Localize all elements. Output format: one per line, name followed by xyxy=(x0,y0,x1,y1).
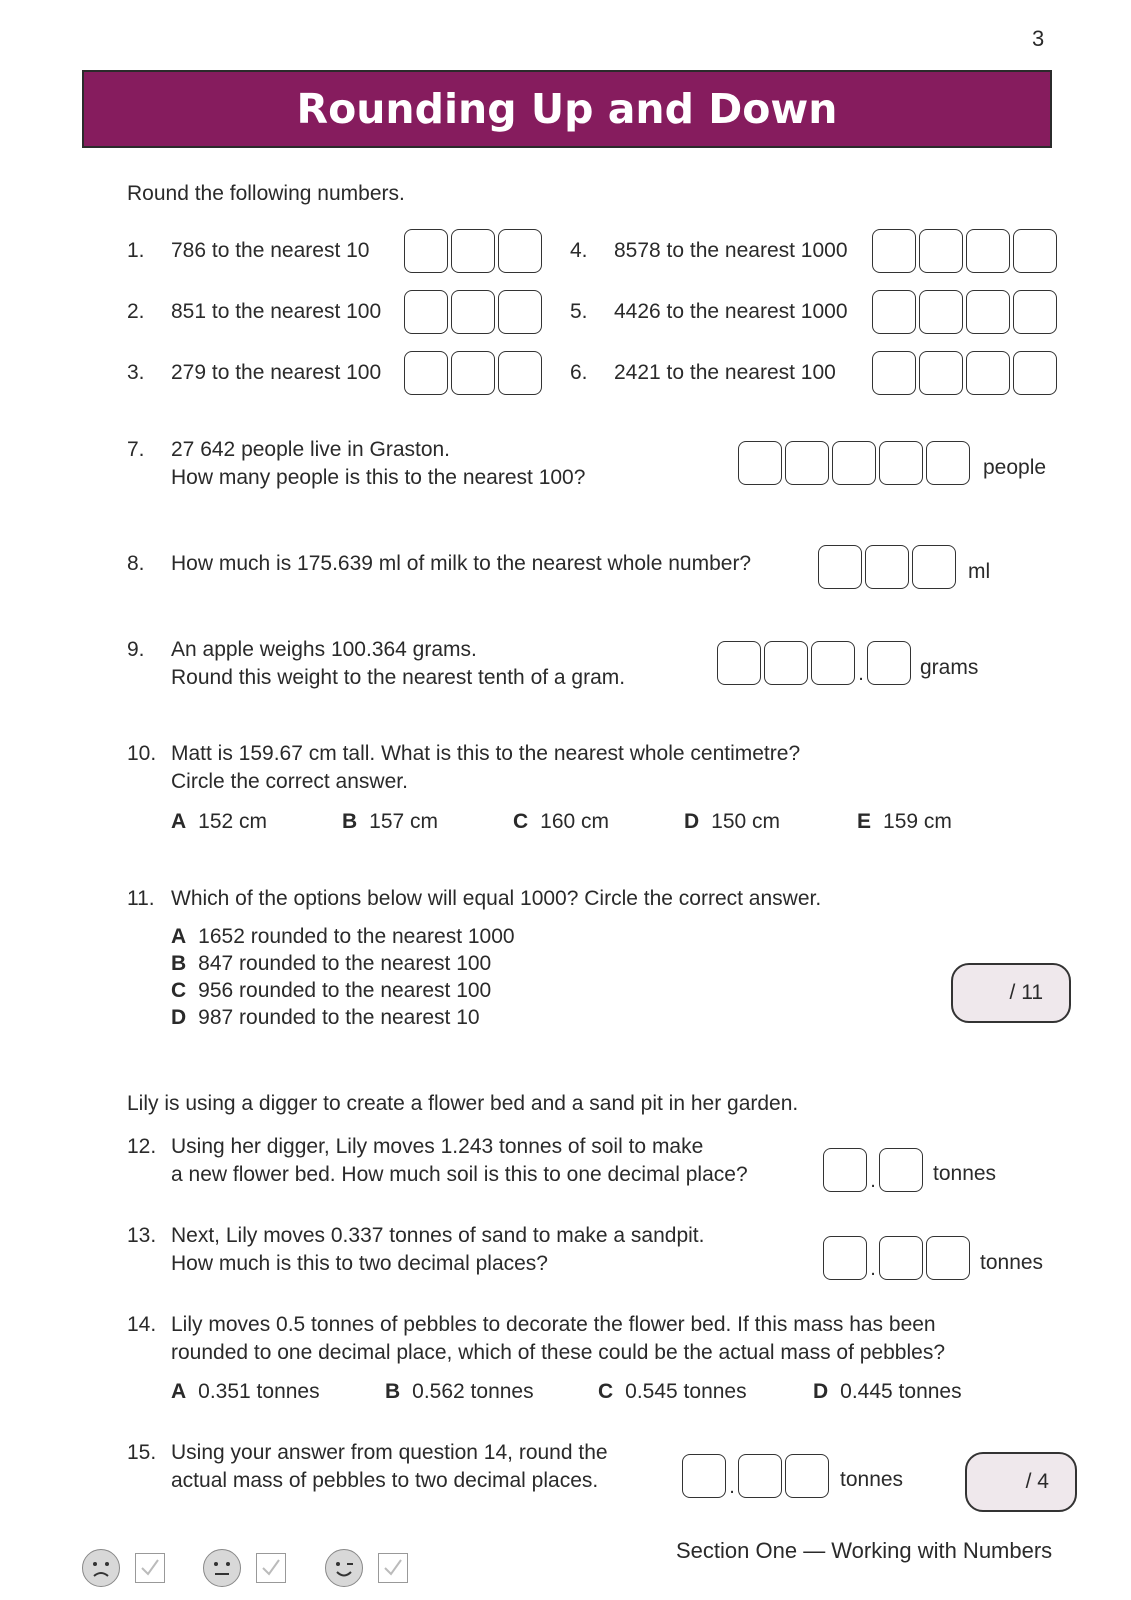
instructions: Round the following numbers. xyxy=(127,182,405,205)
answer-boxes-q2[interactable] xyxy=(404,290,545,334)
question-text: How many people is this to the nearest 100? xyxy=(171,466,586,489)
option-letter: D xyxy=(813,1380,829,1403)
digit-box[interactable] xyxy=(811,641,855,685)
question-number: 14. xyxy=(127,1313,157,1336)
option-text: 160 cm xyxy=(540,810,610,833)
option-text: 0.351 tonnes xyxy=(198,1380,320,1403)
question-text: 4426 to the nearest 1000 xyxy=(614,300,848,323)
question-text: Using her digger, Lily moves 1.243 tonnes of soil to make xyxy=(171,1135,704,1158)
question-text: Using your answer from question 14, round the xyxy=(171,1441,608,1464)
question-number: 7. xyxy=(127,438,145,461)
neutral-face-icon[interactable] xyxy=(203,1549,241,1587)
decimal-point: . xyxy=(729,1476,735,1498)
question-text: actual mass of pebbles to two decimal places. xyxy=(171,1469,599,1492)
digit-box[interactable] xyxy=(738,441,782,485)
question-number: 10. xyxy=(127,742,157,765)
decimal-point: . xyxy=(870,1170,876,1192)
unit-label: tonnes xyxy=(840,1468,904,1491)
unit-label: ml xyxy=(968,560,991,583)
decimal-point: . xyxy=(858,663,864,685)
digit-box[interactable] xyxy=(818,545,862,589)
option-text: 0.445 tonnes xyxy=(840,1380,962,1403)
digit-box[interactable] xyxy=(926,1236,970,1280)
happy-face-icon[interactable] xyxy=(325,1549,363,1587)
unit-label: tonnes xyxy=(980,1251,1044,1274)
option-c[interactable] xyxy=(171,977,491,1005)
question-text: 786 to the nearest 10 xyxy=(171,239,370,262)
question-number: 6. xyxy=(570,361,588,384)
digit-box[interactable] xyxy=(404,290,448,334)
question-number: 11. xyxy=(127,887,155,910)
digit-box[interactable] xyxy=(872,351,916,395)
question-number: 12. xyxy=(127,1135,157,1158)
score-box xyxy=(965,1452,1077,1512)
digit-box[interactable] xyxy=(879,441,923,485)
digit-box[interactable] xyxy=(682,1454,726,1498)
option-text: 157 cm xyxy=(369,810,439,833)
option-letter: D xyxy=(684,810,700,833)
digit-box[interactable] xyxy=(919,351,963,395)
digit-box[interactable] xyxy=(879,1236,923,1280)
answer-boxes-q4[interactable] xyxy=(872,229,1060,273)
digit-box[interactable] xyxy=(785,1454,829,1498)
digit-box[interactable] xyxy=(498,290,542,334)
option-d[interactable] xyxy=(684,808,780,836)
score-box xyxy=(951,963,1071,1023)
answer-boxes-q1[interactable] xyxy=(404,229,545,273)
question-text: 27 642 people live in Graston. xyxy=(171,438,451,461)
question-text: Next, Lily moves 0.337 tonnes of sand to make a sandpit. xyxy=(171,1224,705,1247)
unit-label: grams xyxy=(920,656,979,679)
digit-box[interactable] xyxy=(785,441,829,485)
footer-section-label: Section One — Working with Numbers xyxy=(676,1538,1053,1563)
page-number: 3 xyxy=(1032,26,1045,51)
option-c[interactable] xyxy=(513,808,609,836)
option-letter: B xyxy=(342,810,358,833)
digit-box[interactable] xyxy=(872,229,916,273)
option-text: 847 rounded to the nearest 100 xyxy=(198,952,492,975)
option-d[interactable] xyxy=(171,1004,480,1032)
digit-box[interactable] xyxy=(872,290,916,334)
question-number: 1. xyxy=(127,239,145,262)
question-number: 8. xyxy=(127,552,145,575)
score-label: / 4 xyxy=(1025,1470,1049,1493)
answer-boxes-q8[interactable] xyxy=(818,545,959,589)
answer-boxes-q5[interactable] xyxy=(872,290,1060,334)
digit-box[interactable] xyxy=(823,1148,867,1192)
question-text: 2421 to the nearest 100 xyxy=(614,361,836,384)
digit-box[interactable] xyxy=(926,441,970,485)
digit-box[interactable] xyxy=(451,290,495,334)
option-letter: A xyxy=(171,925,187,948)
option-text: 0.545 tonnes xyxy=(625,1380,747,1403)
unit-label: people xyxy=(983,456,1047,479)
answer-boxes-q9[interactable] xyxy=(717,641,914,685)
option-text: 1652 rounded to the nearest 1000 xyxy=(198,925,515,948)
question-text: 279 to the nearest 100 xyxy=(171,361,382,384)
question-number: 9. xyxy=(127,638,145,661)
option-letter: C xyxy=(598,1380,614,1403)
option-text: 956 rounded to the nearest 100 xyxy=(198,979,492,1002)
digit-box[interactable] xyxy=(738,1454,782,1498)
option-text: 987 rounded to the nearest 10 xyxy=(198,1006,480,1029)
digit-box[interactable] xyxy=(966,229,1010,273)
option-b[interactable] xyxy=(385,1378,534,1406)
digit-box[interactable] xyxy=(865,545,909,589)
answer-boxes-q7[interactable] xyxy=(738,441,973,485)
digit-box[interactable] xyxy=(717,641,761,685)
option-e[interactable] xyxy=(857,808,952,836)
option-text: 150 cm xyxy=(711,810,781,833)
option-letter: A xyxy=(171,810,187,833)
question-text: Matt is 159.67 cm tall. What is this to the nearest whole centimetre? xyxy=(171,742,801,765)
option-letter: C xyxy=(171,979,187,1002)
decimal-point: . xyxy=(870,1258,876,1280)
digit-box[interactable] xyxy=(823,1236,867,1280)
digit-box[interactable] xyxy=(498,351,542,395)
digit-box[interactable] xyxy=(764,641,808,685)
question-text: Lily moves 0.5 tonnes of pebbles to decorate the flower bed. If this mass has been xyxy=(171,1313,936,1336)
question-text: rounded to one decimal place, which of these could be the actual mass of pebbles? xyxy=(171,1341,945,1364)
title-bar xyxy=(82,70,1052,148)
checkbox[interactable] xyxy=(135,1553,165,1583)
digit-box[interactable] xyxy=(966,290,1010,334)
digit-box[interactable] xyxy=(867,641,911,685)
option-letter: A xyxy=(171,1380,187,1403)
question-number: 15. xyxy=(127,1441,157,1464)
option-letter: E xyxy=(857,810,872,833)
option-b[interactable] xyxy=(171,950,491,978)
answer-boxes-q13[interactable] xyxy=(823,1236,973,1280)
digit-box[interactable] xyxy=(919,229,963,273)
checkbox[interactable] xyxy=(256,1553,286,1583)
option-letter: B xyxy=(385,1380,401,1403)
question-number: 2. xyxy=(127,300,145,323)
digit-box[interactable] xyxy=(1013,290,1057,334)
digit-box[interactable] xyxy=(912,545,956,589)
digit-box[interactable] xyxy=(451,229,495,273)
question-number: 4. xyxy=(570,239,588,262)
digit-box[interactable] xyxy=(966,351,1010,395)
section-intro: Lily is using a digger to create a flower bed and a sand pit in her garden. xyxy=(127,1092,799,1115)
option-b[interactable] xyxy=(342,808,438,836)
sad-face-icon[interactable] xyxy=(82,1549,120,1587)
option-d[interactable] xyxy=(813,1378,962,1406)
unit-label: tonnes xyxy=(933,1162,997,1185)
answer-boxes-q6[interactable] xyxy=(872,351,1060,395)
question-number: 13. xyxy=(127,1224,157,1247)
question-text: How much is this to two decimal places? xyxy=(171,1252,548,1275)
option-text: 0.562 tonnes xyxy=(412,1380,534,1403)
question-text: 851 to the nearest 100 xyxy=(171,300,382,323)
answer-boxes-q15[interactable] xyxy=(682,1454,832,1498)
page-title: Rounding Up and Down xyxy=(296,85,838,133)
option-a[interactable] xyxy=(171,1378,320,1406)
question-number: 3. xyxy=(127,361,145,384)
question-text: Which of the options below will equal 1000? Circle the correct answer. xyxy=(171,887,822,910)
digit-box[interactable] xyxy=(1013,229,1057,273)
question-text: How much is 175.639 ml of milk to the nearest whole number? xyxy=(171,552,752,575)
digit-box[interactable] xyxy=(879,1148,923,1192)
question-number: 5. xyxy=(570,300,588,323)
question-text: An apple weighs 100.364 grams. xyxy=(171,638,477,661)
digit-box[interactable] xyxy=(832,441,876,485)
score-label: / 11 xyxy=(1009,981,1043,1004)
option-a[interactable] xyxy=(171,923,515,951)
question-text: a new flower bed. How much soil is this to one decimal place? xyxy=(171,1163,748,1186)
digit-box[interactable] xyxy=(919,290,963,334)
option-letter: D xyxy=(171,1006,187,1029)
digit-box[interactable] xyxy=(404,351,448,395)
question-text: Circle the correct answer. xyxy=(171,770,408,793)
checkbox[interactable] xyxy=(378,1553,408,1583)
option-letter: B xyxy=(171,952,187,975)
option-letter: C xyxy=(513,810,529,833)
digit-box[interactable] xyxy=(1013,351,1057,395)
answer-boxes-q3[interactable] xyxy=(404,351,545,395)
option-text: 152 cm xyxy=(198,810,268,833)
option-a[interactable] xyxy=(171,808,267,836)
digit-box[interactable] xyxy=(404,229,448,273)
option-text: 159 cm xyxy=(883,810,952,833)
digit-box[interactable] xyxy=(451,351,495,395)
question-text: 8578 to the nearest 1000 xyxy=(614,239,848,262)
option-c[interactable] xyxy=(598,1378,747,1406)
question-text: Round this weight to the nearest tenth of a gram. xyxy=(171,666,626,689)
answer-boxes-q12[interactable] xyxy=(823,1148,926,1192)
digit-box[interactable] xyxy=(498,229,542,273)
